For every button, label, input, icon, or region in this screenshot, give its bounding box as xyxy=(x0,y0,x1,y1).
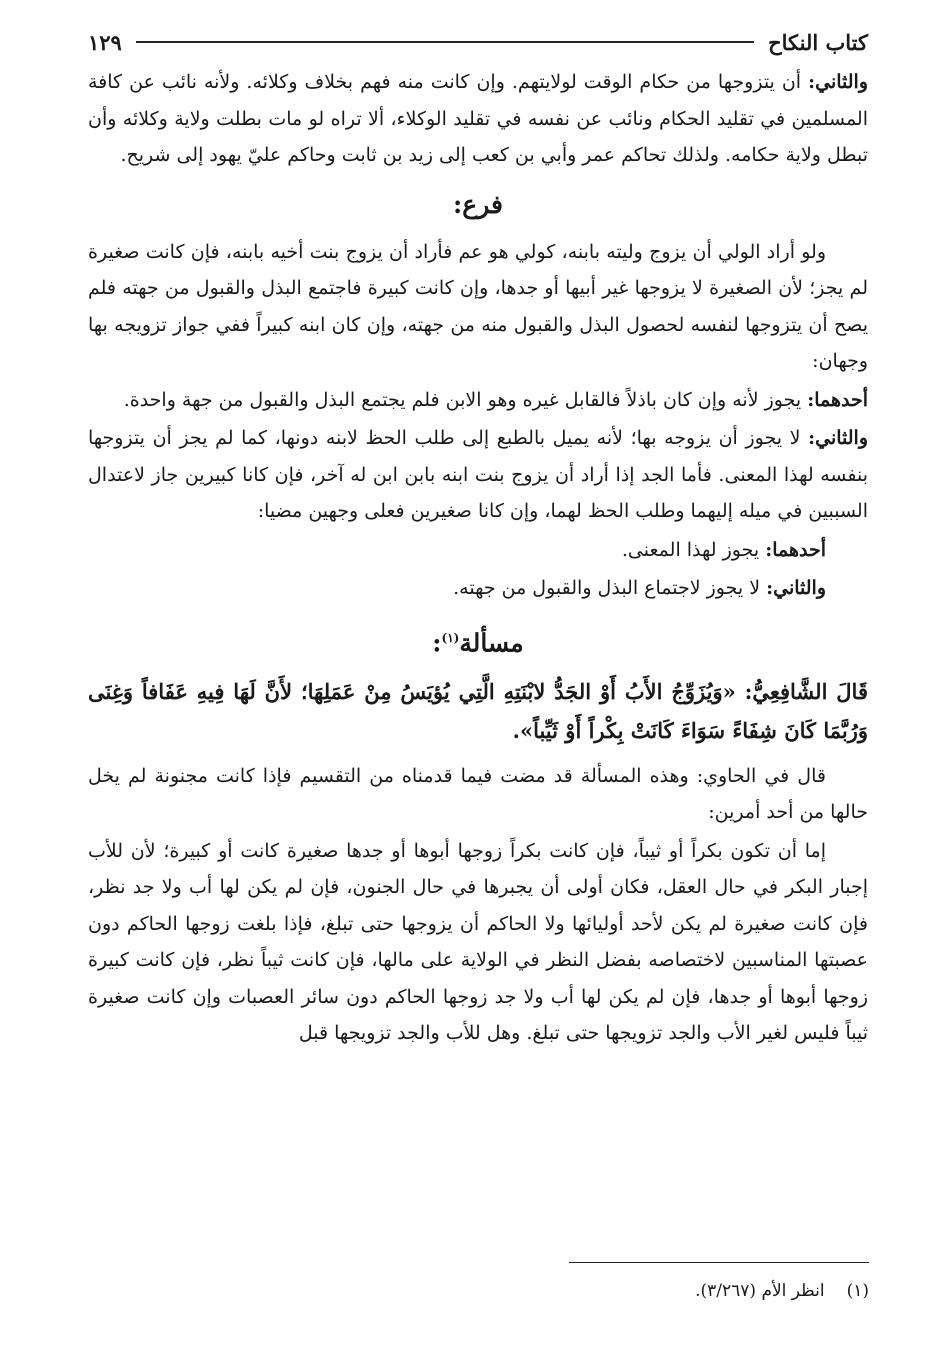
book-title: كتاب النكاح xyxy=(768,29,868,55)
shafii-quote: قَالَ الشَّافِعِيُّ: «وَيُزَوِّجُ الأَبُ أَوْ الجَدُّ لابْنَتِهِ الَّتِي يُؤيَسُ مِنْ عَمَلِهَا؛ لأَنَّ لَهَا فِيهِ عَفَافاً وَغِنَى وَرُبَّمَا كَانَ شِفَاءً سَوَاءَ كَانَتْ بِكْراً أَوْ ثَيِّباً». xyxy=(88,678,868,743)
paragraph-3 xyxy=(88,382,868,419)
paragraph-4 xyxy=(88,420,868,530)
paragraph-1 xyxy=(88,64,868,174)
heading-masala xyxy=(88,615,868,666)
footnote-number: (١) xyxy=(846,1281,869,1301)
paragraph-5-text: يجوز لهذا المعنى. xyxy=(621,538,766,561)
page-number: ١٢٩ xyxy=(88,29,122,55)
heading-masala-colon: : xyxy=(432,627,442,657)
header-rule xyxy=(136,41,754,43)
paragraph-5-lead: أحدهما: xyxy=(765,538,826,561)
paragraph-5 xyxy=(88,532,868,569)
paragraph-6-text: لا يجوز لاجتماع البذل والقبول من جهته. xyxy=(453,577,767,599)
paragraph-3-text: يجوز لأنه وإن كان باذلاً فالقابل غيره وهو الابن فلم يجتمع البذل والقبول من جهة واحدة. xyxy=(123,388,808,411)
footnote-separator xyxy=(569,1262,869,1263)
paragraph-2: ولو أراد الولي أن يزوج وليته بابنه، كولي هو عم فأراد أن يزوج بنت أخيه بابنه، فإن كانت صغيرة لم يجز؛ لأن الصغيرة لا يزوجها غير أبيها أو جدها، وإن كانت كبيرة فاجتمع البذل والقبول من جهته فلم يصح أن يتزوجها لنفسه لحصول البذل والقبول منه من جهته، وإن كان ابنه كبيراً ففي جواز تزويجه بها وجهان: xyxy=(88,240,868,372)
footnote xyxy=(89,1276,869,1306)
footnote-ref: (١) xyxy=(441,630,460,645)
heading-masala-label: مسألة xyxy=(459,627,524,657)
page-body xyxy=(88,22,868,1052)
paragraph-4-lead: والثاني: xyxy=(808,427,868,449)
paragraph-3-lead: أحدهما: xyxy=(807,388,868,411)
paragraph-8: إما أن تكون بكراً أو ثيباً، فإن كانت بكراً زوجها أبوها أو جدها صغيرة كانت أو كبيرة؛ لأن للأب إجبار البكر في حال العقل، فكان أولى أن يجبرها في حال الجنون، فإن لم يكن لها أب ولا جد نظر، فإن كانت صغيرة لم يكن لأحد أوليائها ولا الحاكم أن يزوجها حتى تبلغ، فإذا بلغت زوجها الحاكم دون عصبتها المناسبين لاختصاصه بفضل النظر في الولاية على مالها، فإن كانت ثيباً نظر، فإن كانت كبيرة زوجها أبوها أو جدها، فإن لم يكن لها أب ولا جد زوجها الحاكم دون سائر العصبات وإن كانت صغيرة ثيباً فليس لغير الأب والجد تزويجها حتى تبلغ. وهل للأب والجد تزويجها قبل xyxy=(88,839,868,1045)
footnote-text: انظر الأم (٣/٢٦٧). xyxy=(695,1281,825,1301)
paragraph-6 xyxy=(88,570,868,607)
heading-far: فرع: xyxy=(453,189,503,219)
paragraph-4-text: لا يجوز أن يزوجه بها؛ لأنه يميل بالطبع إلى طلب الحظ لابنه دونها، كما لم يجز أن يتزوجها بنفسه لهذا المعنى. فأما الجد إذا أراد أن يزوج بنت ابنه بابن ابن له آخر، فإن كانا كبيرين جاز لاعتدال السببين في ميله إليهما وطلب الحظ لهما، وإن كانا صغيرين فعلى وجهين مضيا: xyxy=(88,427,868,522)
running-header xyxy=(88,22,868,62)
paragraph-7: قال في الحاوي: وهذه المسألة قد مضت فيما قدمناه من التقسيم فإذا كانت مجنونة لم يخل حالها من أحد أمرين: xyxy=(88,764,868,824)
paragraph-1-lead: والثاني: xyxy=(808,71,868,93)
paragraph-1-text: أن يتزوجها من حكام الوقت لولايتهم. وإن كانت منه فهم بخلاف وكلائه. ولأنه نائب عن كافة المسلمين في تقليد الحكام ونائب عن نفسه في تقليد الوكلاء، ألا تراه لو مات بطلت ولاية وكلائه وأن تبطل ولاية حكامه. ولذلك تحاكم عمر وأبي بن كعب إلى زيد بن ثابت وحاكم عليّ يهود إلى شريح. xyxy=(88,71,868,166)
paragraph-6-lead: والثاني: xyxy=(766,577,826,599)
